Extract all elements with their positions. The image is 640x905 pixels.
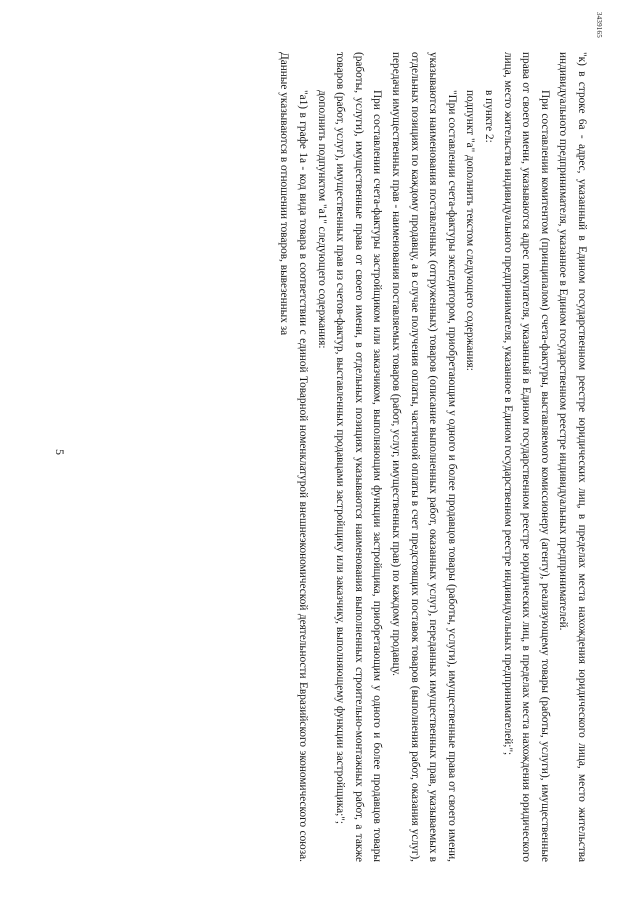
rotated-page — [35, 12, 605, 892]
paragraph-forwarder: "При составлении счета-фактуры экспедитором, приобретающим у одного и более продавцов товары (работы, услуги), имущественные права от своего имени, указываются наименования поставленных (отгруженных) товаров (описание выполненных работ, оказанных услуг), переданных имущественных прав, указываемых в отдельных позициях по каждому продавцу, а в случае получения оплаты, частичной оплаты в счет предстоящих поставок товаров (выполнения работ, оказания услуг), передачи имущественных прав - наименования поставляемых товаров (работ, услуг, имущественных прав) по каждому продавцу. — [390, 52, 458, 862]
paragraph-developer: При составлении счета-фактуры застройщиком или заказчиком, выполняющим функции застройщика, приобретающим у одного и более продавцов товары (работы, услуги), имущественные права от своего имени, в отдельных позициях указываются наименования выполненных строительно-монтажных работ, а также товаров (работ, услуг), имущественных прав из счетов-фактур, выставленных продавцами застройщику или заказчику, выполняющему функции застройщика;"; — [334, 52, 384, 862]
page-number: 5 — [53, 449, 67, 455]
paragraph-a1: "а1) в графе 1а - код вида товара в соответствии с единой Товарной номенклатурой внешнеэкономической деятельности Евразийского экономического союза. Данные указываются в отношении товаров, вывезенных за — [278, 52, 310, 862]
paragraph-point-2: в пункте 2: — [483, 90, 496, 143]
document-id: 3439165 — [595, 12, 603, 38]
paragraph-k: "к) в строке 6а - адрес, указанный в Едином государственном реестре юридических лиц, в пределах места нахождения юридического лица, место жительства индивидуального предпринимателя, указанное в Едином государственном реестре индивидуальных предпринимателей. — [557, 52, 588, 862]
paragraph-add-a1: дополнить подпунктом "а1" следующего содержания: — [315, 90, 328, 349]
body-text — [275, 52, 591, 862]
paragraph-committent: При составлении комитентом (принципалом) счета-фактуры, выставляемого комиссионеру (агенту), реализующему товары (работы, услуги), имущественные права от своего имени, указываются адрес покупателя, указанный в Едином государственном реестре юридических лиц, в пределах места нахождения юридического лица, место жительства индивидуального предпринимателя, указанное в Едином государственном реестре индивидуальных предпринимателей;"; — [501, 52, 551, 862]
paragraph-subpoint-a: подпункт "а" дополнить текстом следующего содержания: — [464, 90, 477, 371]
